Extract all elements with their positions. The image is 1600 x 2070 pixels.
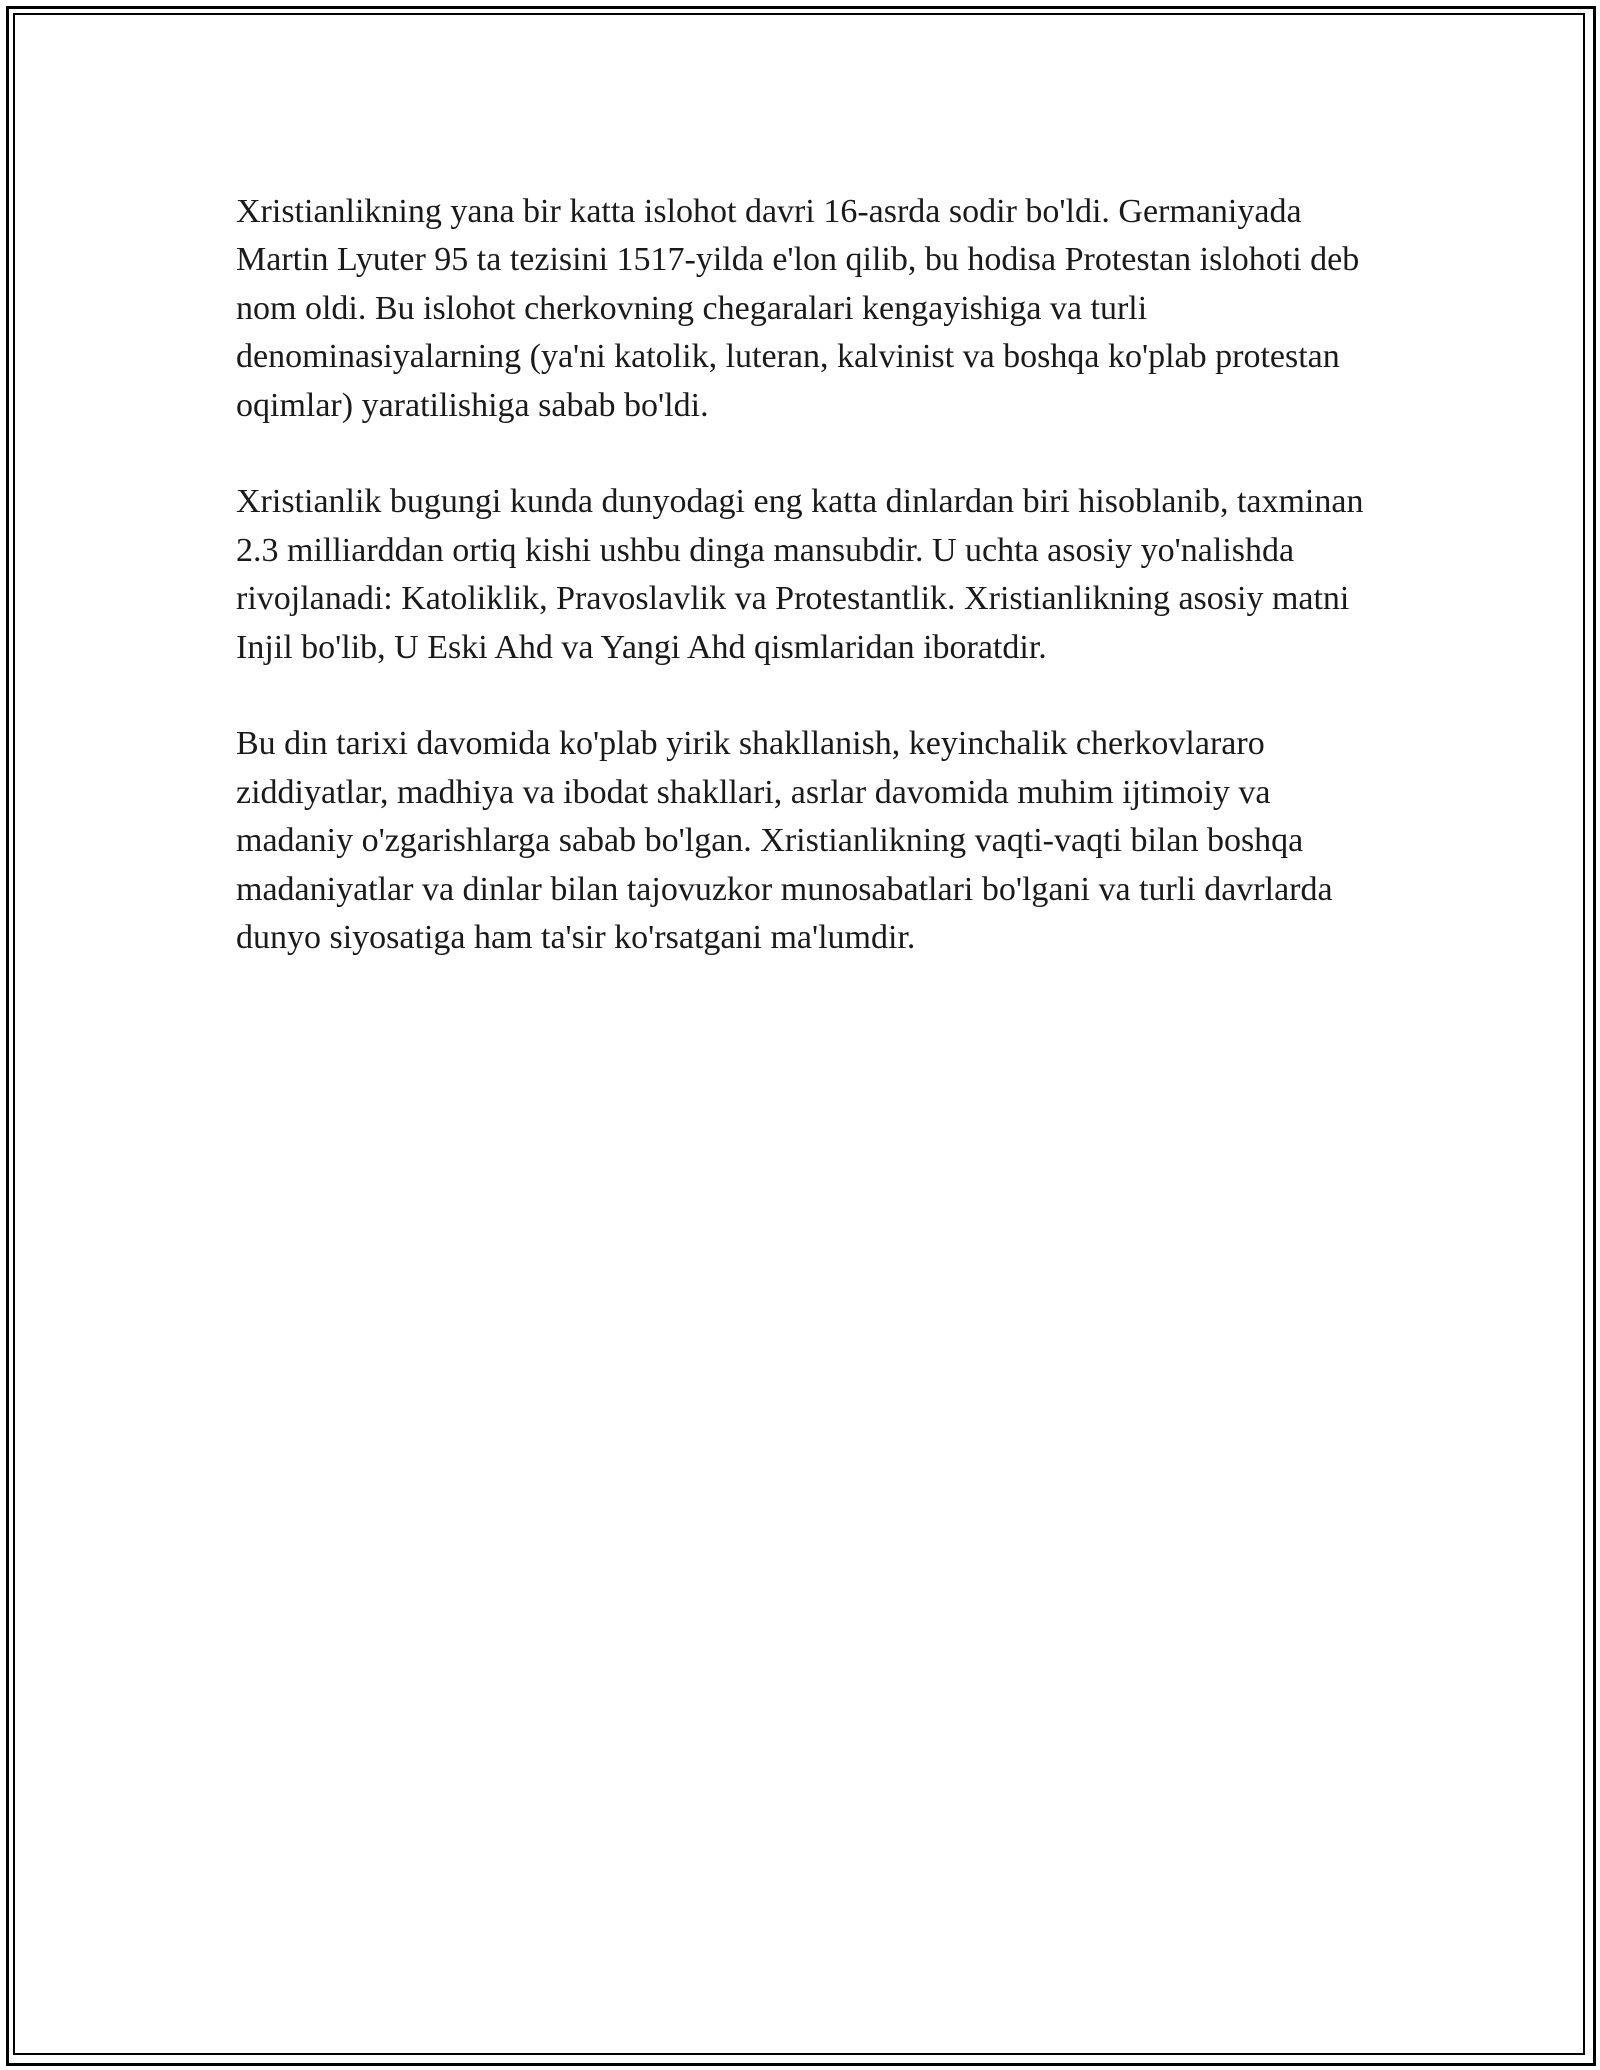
paragraph-history-influence: Bu din tarixi davomida ko'plab yirik shakllanish, keyinchalik cherkovlararo ziddiyatlar, madhiya va ibodat shakllari, asrlar davomida muhim ijtimoiy va madaniy o'zgarishlarga sabab bo'lgan. Xristianlikning vaqti-vaqti bilan boshqa madaniyatlar va dinlar bilan tajovuzkor munosabatlari bo'lgani va turli davrlarda dunyo siyosatiga ham ta'sir ko'rsatgani ma'lumdir.	[236, 725, 1333, 957]
document-body	[236, 188, 1366, 1011]
paragraph-reformation: Xristianlikning yana bir katta islohot davri 16-asrda sodir bo'ldi. Germaniyada Martin Lyuter 95 ta tezisini 1517-yilda e'lon qilib, bu hodisa Protestan islohoti deb nom oldi. Bu islohot cherkovning chegaralari kengayishiga va turli denominasiyalarning (ya'ni katolik, luteran, kalvinist va boshqa ko'plab protestan oqimlar) yaratilishiga sabab bo'ldi.	[236, 193, 1360, 424]
paragraph-christianity-today: Xristianlik bugungi kunda dunyodagi eng katta dinlardan biri hisoblanib, taxminan 2.3 milliarddan ortiq kishi ushbu dinga mansubdir. U uchta asosiy yo'nalishda rivojlanadi: Katoliklik, Pravoslavlik va Protestantlik. Xristianlikning asosiy matni Injil bo'lib, U Eski Ahd va Yangi Ahd qismlaridan iboratdir.	[236, 483, 1364, 666]
